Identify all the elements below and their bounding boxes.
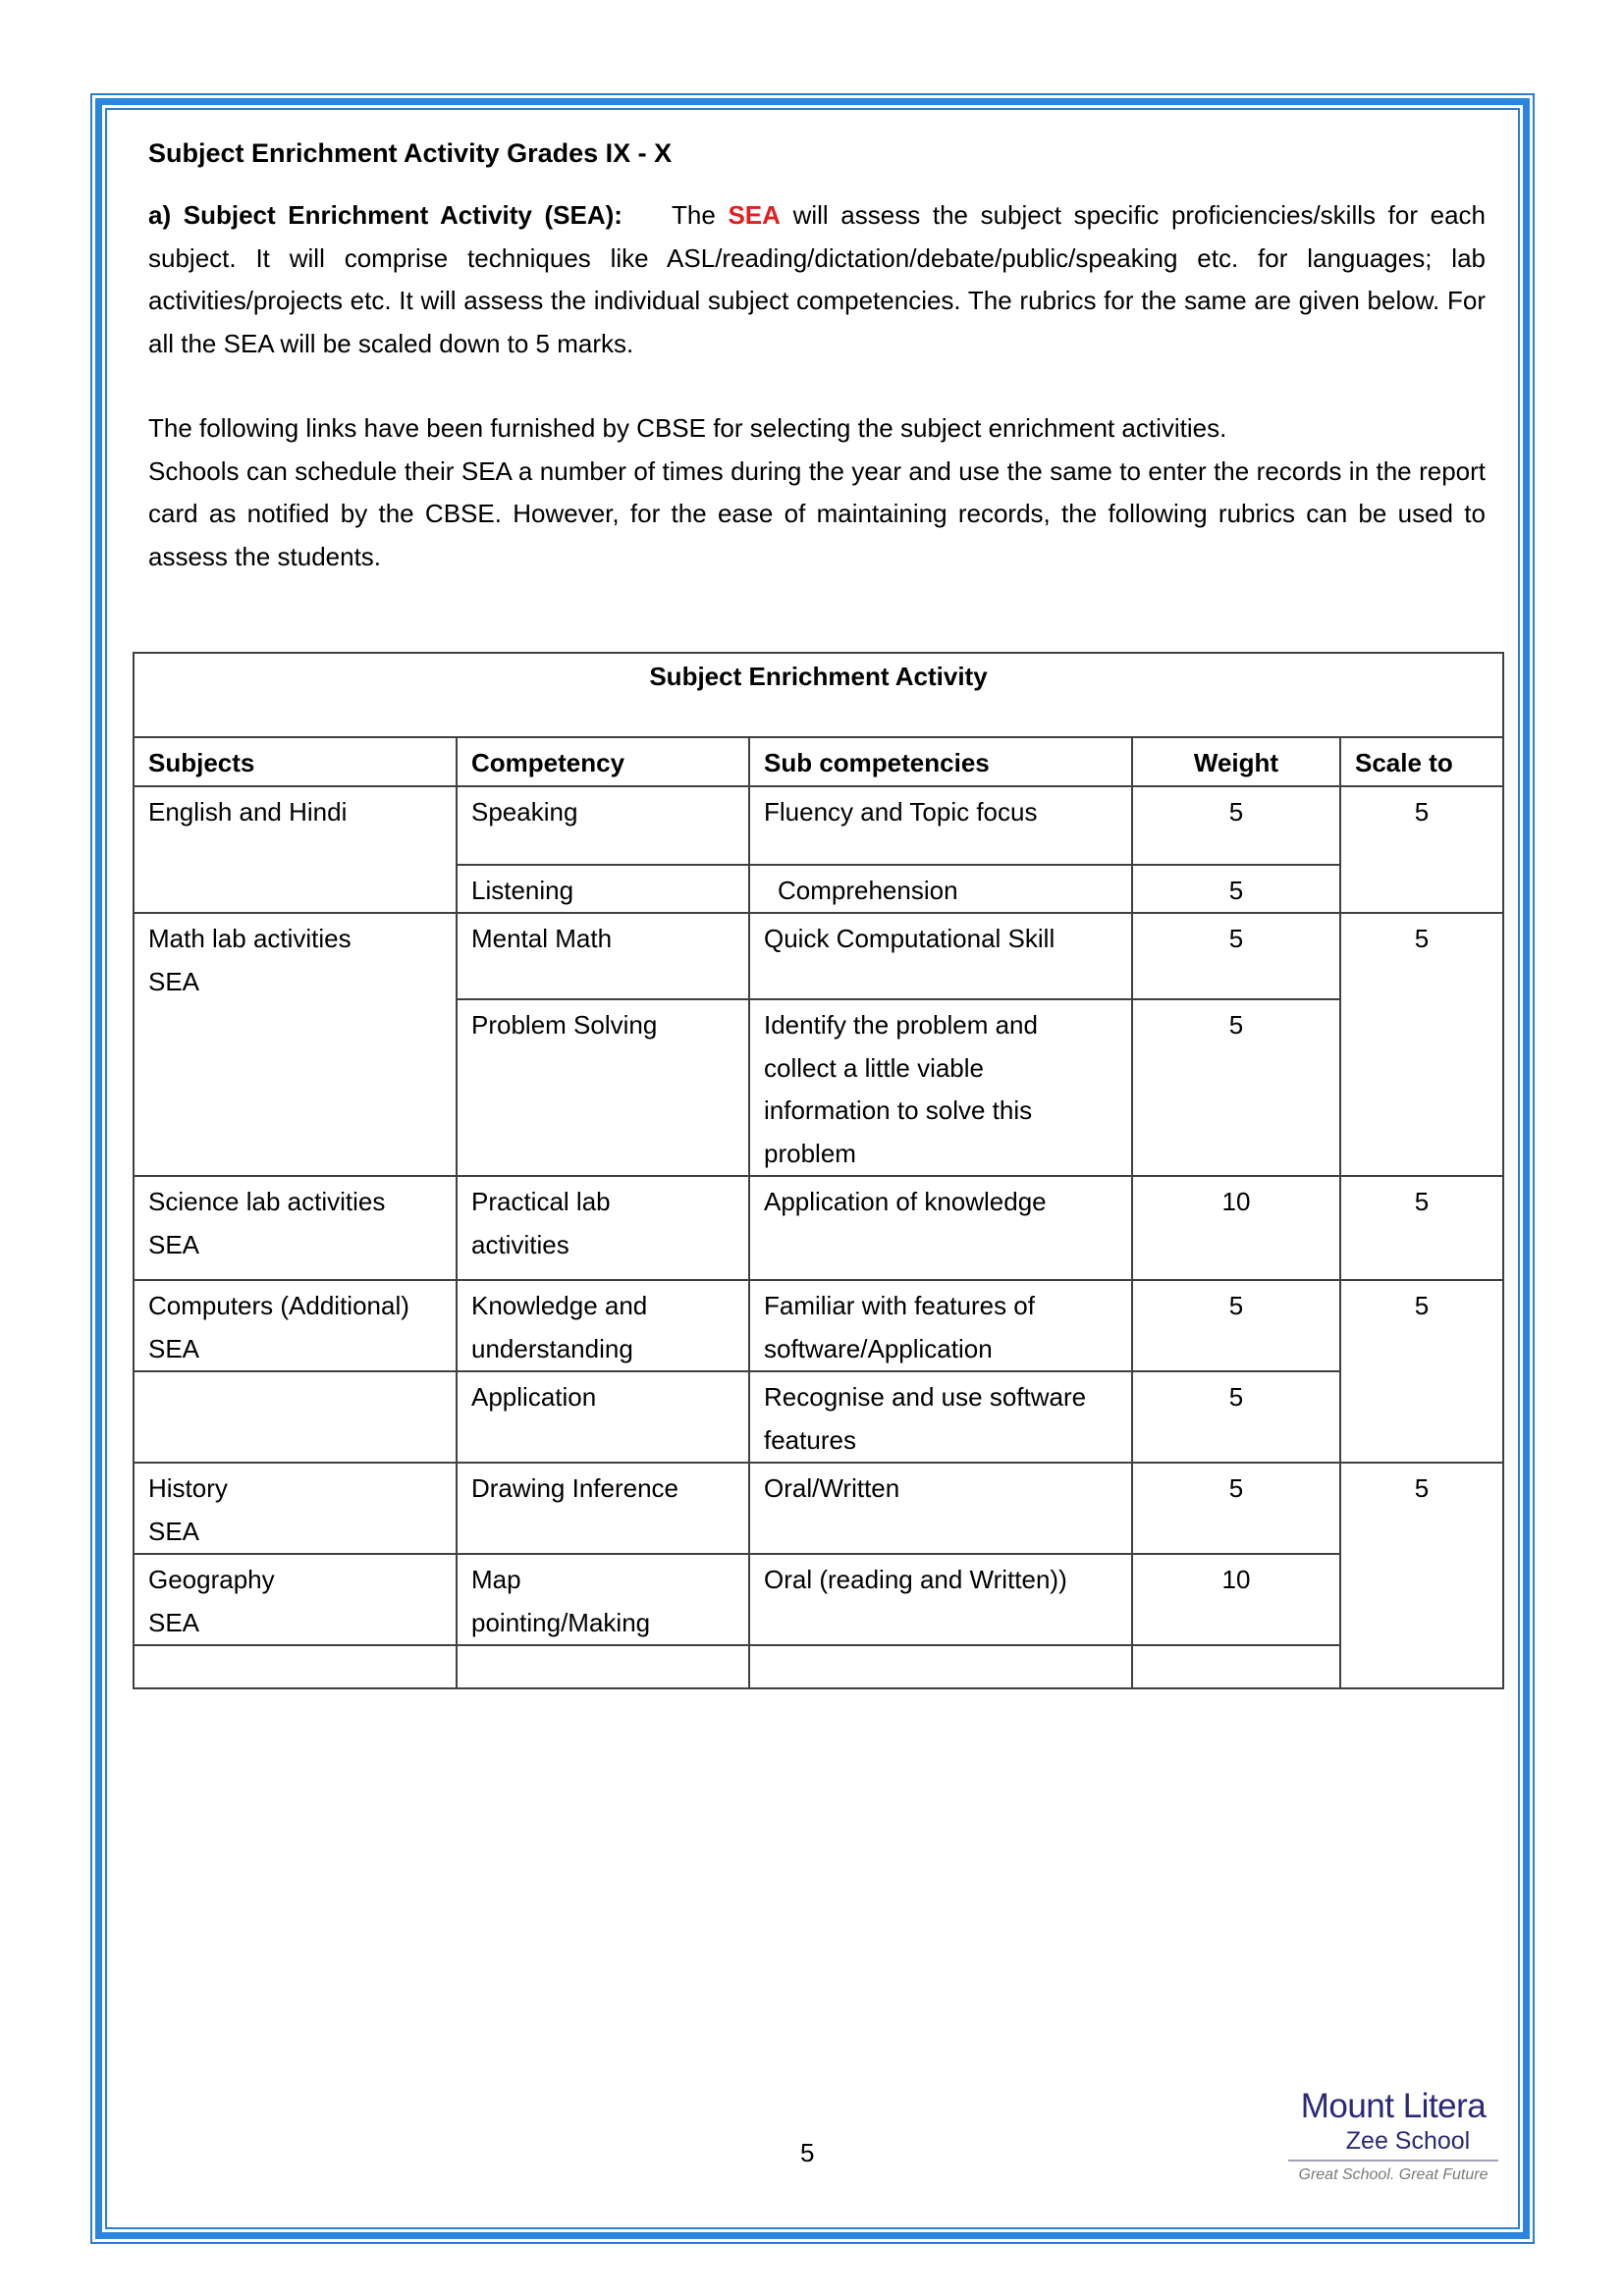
competency-line: understanding [471, 1333, 633, 1363]
schedule-paragraph: Schools can schedule their SEA a number of times during the year and use the same to enter the records in the report card as notified by the CBSE. However, for the ease of maintaining records, the following rubrics can be used to assess the students. [148, 455, 1486, 571]
subject-name: Math lab activities [148, 924, 352, 953]
document-body [148, 128, 1486, 578]
sub-competency-line: features [764, 1424, 856, 1455]
intro-the: The [672, 200, 716, 230]
table-row [134, 1280, 1503, 1371]
sea-highlight: SEA [728, 200, 781, 230]
intro-label: a) Subject Enrichment Activity (SEA): [148, 200, 623, 230]
header-competency: Competency [457, 737, 749, 786]
sub-competency-line: collect a little viable [764, 1052, 984, 1083]
subject-tag: SEA [148, 966, 200, 996]
competency-cell: Listening [457, 865, 749, 914]
empty-cell [1132, 1645, 1340, 1688]
competency-cell [457, 1280, 749, 1371]
sub-competency-cell: Application of knowledge [749, 1176, 1132, 1280]
subject-tag: SEA [148, 1516, 200, 1546]
scale-cell: 5 [1340, 913, 1503, 1176]
competency-cell [457, 1176, 749, 1280]
table-row [134, 1554, 1503, 1645]
empty-cell [749, 1645, 1132, 1688]
weight-cell: 5 [1132, 786, 1340, 865]
weight-cell: 5 [1132, 913, 1340, 999]
subject-name: History [148, 1473, 228, 1503]
sub-competency-line: Recognise and use software [764, 1382, 1087, 1412]
subject-name: Computers (Additional) [148, 1291, 409, 1320]
competency-line: activities [471, 1229, 569, 1259]
table-row [134, 1176, 1503, 1280]
school-logo [1288, 2087, 1498, 2185]
scale-cell: 5 [1340, 1463, 1503, 1688]
subject-tag: SEA [148, 1333, 200, 1363]
header-sub-competencies: Sub competencies [749, 737, 1132, 786]
sub-competency-cell [749, 1280, 1132, 1371]
table-row [134, 1463, 1503, 1554]
weight-cell: 5 [1132, 1463, 1340, 1554]
links-paragraph: The following links have been furnished by CBSE for selecting the subject enrichment activities. [148, 413, 1227, 443]
competency-line: Practical lab [471, 1187, 611, 1216]
weight-cell: 10 [1132, 1176, 1340, 1280]
sub-competency-line: problem [764, 1138, 856, 1168]
subject-cell [134, 1280, 457, 1371]
logo-subtitle: Zee School [1345, 2127, 1471, 2155]
subject-cell-empty [134, 1371, 457, 1463]
table-row [134, 1371, 1503, 1463]
competency-cell: Application [457, 1371, 749, 1463]
competency-line: pointing/Making [471, 1607, 651, 1637]
scale-cell: 5 [1340, 1280, 1503, 1463]
page-number: 5 [800, 2138, 815, 2167]
sub-competency-cell: Comprehension [749, 865, 1132, 914]
empty-cell [134, 1645, 457, 1688]
competency-cell [457, 1554, 749, 1645]
subject-tag: SEA [148, 1607, 200, 1637]
subject-name: Science lab activities [148, 1187, 386, 1216]
logo-name: Mount Litera [1300, 2087, 1487, 2125]
page-heading: Subject Enrichment Activity Grades IX - X [148, 138, 673, 168]
sub-competency-cell [749, 999, 1132, 1176]
competency-cell: Mental Math [457, 913, 749, 999]
weight-cell: 5 [1132, 865, 1340, 914]
sub-competency-line: software/Application [764, 1333, 993, 1363]
subject-cell [134, 1554, 457, 1645]
competency-cell: Problem Solving [457, 999, 749, 1176]
scale-cell: 5 [1340, 1176, 1503, 1280]
sub-competency-line: Identify the problem and [764, 1010, 1038, 1040]
header-weight: Weight [1132, 737, 1340, 786]
sub-competency-line: information to solve this [764, 1095, 1033, 1125]
intro-paragraph [148, 194, 1486, 365]
subject-cell [134, 1176, 457, 1280]
empty-cell [457, 1645, 749, 1688]
competency-cell: Speaking [457, 786, 749, 865]
table-row [134, 786, 1503, 865]
competency-line: Knowledge and [471, 1291, 648, 1320]
weight-cell: 5 [1132, 1371, 1340, 1463]
subject-cell [134, 1463, 457, 1554]
sub-competency-cell: Quick Computational Skill [749, 913, 1132, 999]
table-row-empty [134, 1645, 1503, 1688]
logo-divider [1288, 2160, 1498, 2162]
sub-competency-cell: Oral/Written [749, 1463, 1132, 1554]
sub-competency-cell: Fluency and Topic focus [749, 786, 1132, 865]
table-row [134, 913, 1503, 999]
header-subjects: Subjects [134, 737, 457, 786]
sub-competency-line: Familiar with features of [764, 1291, 1035, 1320]
table-header-row [134, 737, 1503, 786]
subject-cell: English and Hindi [134, 786, 457, 914]
header-scale-to: Scale to [1340, 737, 1503, 786]
sea-rubric-table [133, 652, 1504, 1689]
subject-name: Geography [148, 1565, 275, 1594]
weight-cell: 10 [1132, 1554, 1340, 1645]
sub-competency-cell: Oral (reading and Written)) [749, 1554, 1132, 1645]
subject-cell [134, 913, 457, 1176]
sub-competency-cell [749, 1371, 1132, 1463]
scale-cell: 5 [1340, 786, 1503, 914]
weight-cell: 5 [1132, 999, 1340, 1176]
logo-tagline: Great School. Great Future [1298, 2166, 1489, 2183]
weight-cell: 5 [1132, 1280, 1340, 1371]
intro-text: will assess the subject specific proficiencies/skills for each subject. It will comprise techniques like ASL/reading/dictation/debate/public/speaking etc. for languages; lab activities/projects etc. It will assess the individual subject competencies. The rubrics for the same are given below. For all the SEA will be scaled down to 5 marks. [148, 200, 1486, 358]
subject-tag: SEA [148, 1229, 200, 1259]
table-title: Subject Enrichment Activity [134, 653, 1503, 737]
competency-line: Map [471, 1565, 521, 1594]
competency-cell: Drawing Inference [457, 1463, 749, 1554]
